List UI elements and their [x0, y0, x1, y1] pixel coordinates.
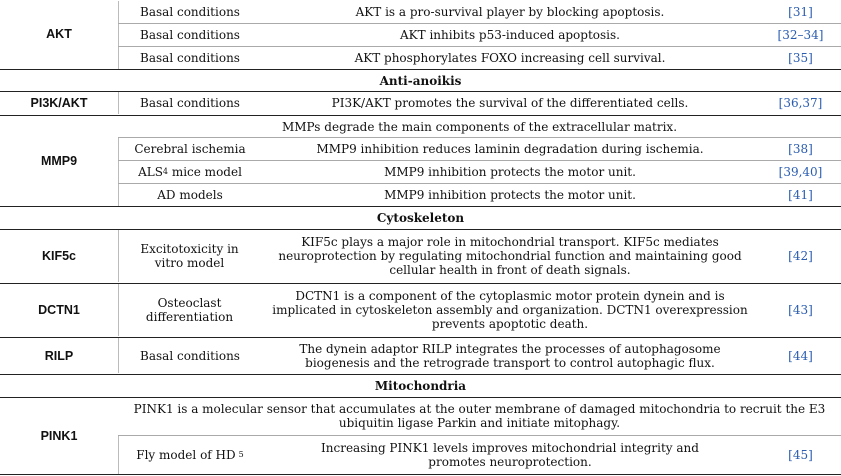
condition-cell: AD models [118, 184, 261, 206]
reference-link[interactable]: [41] [788, 188, 813, 202]
description-cell: AKT inhibits p53-induced apoptosis. [400, 28, 620, 42]
table-row [0, 138, 841, 160]
reference-link[interactable]: [42] [788, 249, 813, 263]
gene-name: MMP9 [40, 154, 78, 168]
table-row [0, 92, 841, 114]
reference-link[interactable]: [45] [788, 448, 813, 462]
condition-cell: Excitotoxicity in vitro model [118, 230, 260, 282]
description-cell: AKT is a pro-survival player by blocking apoptosis. [355, 5, 665, 19]
description-cell: The dynein adaptor RILP integrates the processes of autophagosome biogenesis and the retrograde transport to control autophagic flux. [299, 341, 721, 370]
section-title: Cytoskeleton [376, 210, 465, 225]
condition-text: ALS [138, 165, 163, 179]
condition-cell: ALS 4 mice model [118, 161, 261, 183]
gene-name: RILP [44, 348, 74, 363]
gene-name: AKT [46, 27, 72, 41]
condition-cell: Basal conditions [118, 1, 261, 23]
description-cell: AKT phosphorylates FOXO increasing cell survival. [354, 51, 666, 65]
section-row [0, 207, 841, 228]
reference-link[interactable]: [43] [788, 303, 813, 317]
section-title: Mitochondria [374, 378, 467, 393]
condition-cell: Fly model of HD 5 [118, 436, 261, 474]
section-row [0, 70, 841, 91]
reference-link[interactable]: [38] [788, 142, 813, 156]
reference-link[interactable]: [39,40] [778, 165, 823, 179]
table-row [0, 436, 841, 474]
description-cell: Increasing PINK1 levels improves mitochondrial integrity and promotes neuroprotection. [321, 441, 699, 469]
description-cell: PINK1 is a molecular sensor that accumulates at the outer membrane of damaged mitochondria to recruit the E3 ubiquitin ligase Parkin and initiate mitophagy. [133, 402, 826, 430]
table-row [0, 284, 841, 336]
reference-link[interactable]: [35] [788, 51, 813, 65]
table-row [0, 184, 841, 206]
table-bottom-border [0, 474, 841, 475]
table-row [0, 116, 841, 137]
gene-name: PINK1 [40, 429, 78, 443]
reference-link[interactable]: [44] [788, 348, 813, 363]
table-row [0, 230, 841, 282]
section-row [0, 375, 841, 396]
section-title: Anti-anoikis [379, 73, 462, 88]
condition-text-suffix: mice model [168, 165, 242, 179]
description-cell: PI3K/AKT promotes the survival of the differentiated cells. [331, 96, 689, 110]
gene-name: PI3K/AKT [30, 96, 88, 110]
description-cell: KIF5c plays a major role in mitochondrial transport. KIF5c mediates neuroprotection by regulating mitochondrial function and maintaining good cellular health in front of death signals. [278, 235, 742, 277]
reference-link[interactable]: [32–34] [777, 28, 824, 42]
reference-link[interactable]: [31] [788, 5, 813, 19]
description-cell: MMPs degrade the main components of the extracellular matrix. [281, 119, 678, 134]
description-cell: MMP9 inhibition protects the motor unit. [384, 188, 636, 202]
description-cell: DCTN1 is a component of the cytoplasmic motor protein dynein and is implicated in cytoskeleton assembly and organization. DCTN1 overexpression prevents apoptotic death. [272, 289, 748, 331]
reference-link[interactable]: [36,37] [778, 96, 823, 110]
table-row [0, 161, 841, 183]
condition-text: Fly model of HD [136, 448, 236, 462]
table-row [0, 1, 841, 23]
table-row [0, 47, 841, 69]
table-row [0, 398, 841, 434]
table-row [0, 24, 841, 46]
condition-cell: Basal conditions [118, 338, 261, 373]
gene-name: KIF5c [41, 249, 77, 263]
description-cell: MMP9 inhibition protects the motor unit. [384, 165, 636, 179]
condition-cell: Basal conditions [118, 24, 261, 46]
description-cell: MMP9 inhibition reduces laminin degradation during ischemia. [316, 142, 704, 156]
condition-cell: Cerebral ischemia [118, 138, 261, 160]
condition-cell: Basal conditions [118, 47, 261, 69]
gene-name: DCTN1 [38, 303, 80, 317]
condition-cell: Basal conditions [118, 92, 261, 114]
condition-cell: Osteoclast differentiation [118, 284, 260, 336]
table-row [0, 338, 841, 373]
